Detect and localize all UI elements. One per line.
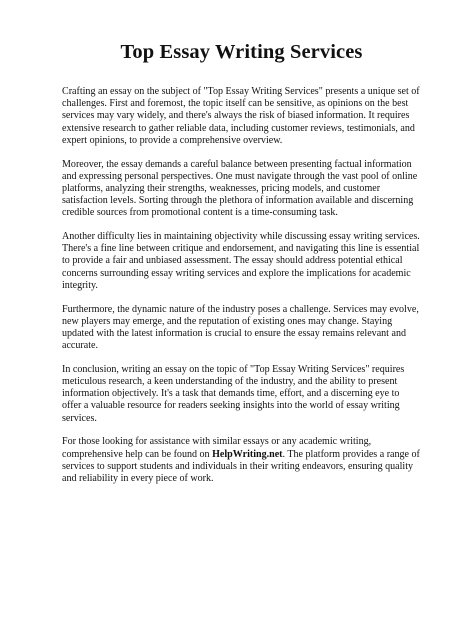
paragraph-balance: Moreover, the essay demands a careful balance between presenting factual information and expressing personal perspectives. One must navigate through the vast pool of online platforms, analyzing their strengths, weaknesses, pricing models, and customer satisfaction levels. Sorting through the plethora of information available and discerning credible sources from promotional content is a time-consuming task. [62,158,418,219]
paragraph-conclusion: In conclusion, writing an essay on the topic of "Top Essay Writing Services" requires meticulous research, a keen understanding of the industry, and the ability to present information objectively. It's a task that demands time, effort, and a discerning eye to offer a valuable resource for readers seeking insights into the world of essay writing services. [62,363,405,424]
paragraph-dynamic-industry: Furthermore, the dynamic nature of the industry poses a challenge. Services may evolve, new players may emerge, and the reputation of existing ones may change. Staying updated with the latest information is crucial to ensure the essay remains relevant and accurate. [62,303,419,352]
document-title: Top Essay Writing Services [120,41,363,63]
helpwriting-link[interactable]: HelpWriting.net [212,448,283,460]
paragraph-help [62,436,421,485]
help-text-before-link: For those looking for assistance with similar essays or any academic writing, comprehensive help can be found on [62,436,372,460]
help-text-after-link: . The platform provides a range of services to support students and individuals in their writing endeavors, ensuring quality and reliability in every piece of work. [62,448,420,484]
paragraph-intro: Crafting an essay on the subject of "Top Essay Writing Services" presents a unique set of challenges. First and foremost, the topic itself can be sensitive, as opinions on the best services may vary widely, and there's always the risk of biased information. It requires extensive research to gather reliable data, including customer reviews, testimonials, and expert opinions, to provide a comprehensive overview. [62,86,420,146]
paragraph-objectivity: Another difficulty lies in maintaining objectivity while discussing essay writing services. There's a fine line between critique and endorsement, and navigating this line is essential to provide a fair and unbiased assessment. The essay should address potential ethical concerns surrounding essay writing services and explore the implications for academic integrity. [62,231,420,291]
